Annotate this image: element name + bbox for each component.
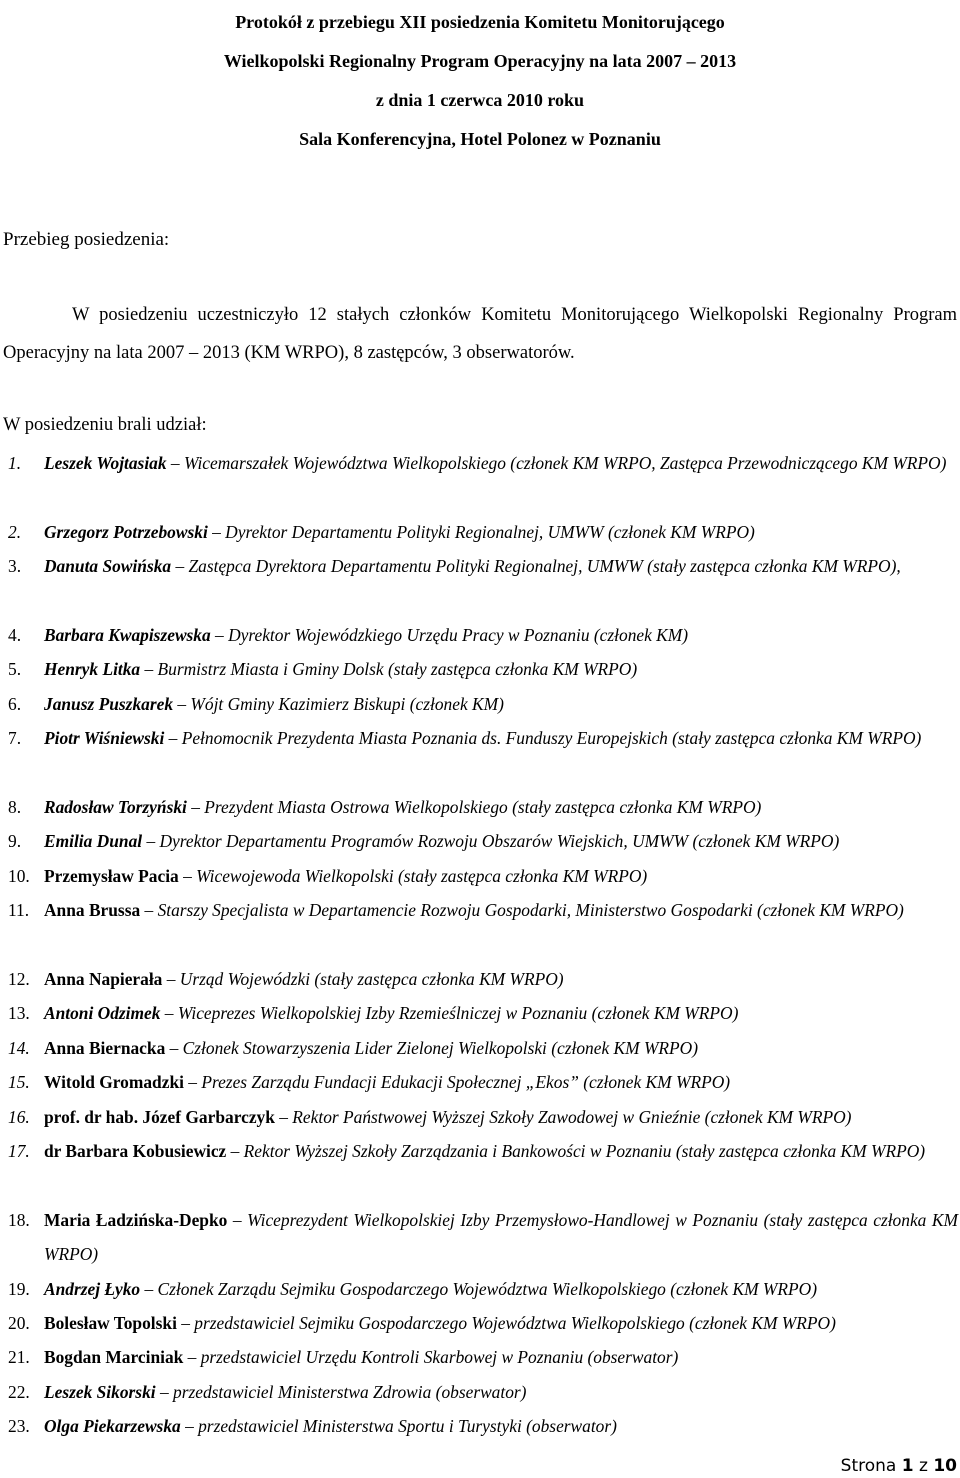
participant-name: Emilia Dunal bbox=[44, 831, 143, 852]
page-footer bbox=[841, 1455, 957, 1477]
participant-role: – przedstawiciel Ministerstwa Sportu i Turystyki (obserwator) bbox=[180, 1416, 617, 1437]
participant-role: – przedstawiciel Ministerstwa Zdrowia (obserwator) bbox=[155, 1381, 527, 1402]
participant-name: dr Barbara Kobusiewicz bbox=[44, 1141, 227, 1161]
participant-name: prof. dr hab. Józef Garbarczyk bbox=[44, 1106, 275, 1127]
participant-text bbox=[44, 859, 958, 893]
participant-number: 16. bbox=[8, 1106, 30, 1127]
participant-role: – Starszy Specjalista w Departamencie Rozwoju Gospodarki, Ministerstwo Gospodarki (członek KM WRPO) bbox=[140, 900, 904, 921]
participant-name: Przemysław Pacia bbox=[44, 865, 179, 886]
participant-text bbox=[44, 893, 958, 927]
participant-name: Antoni Odzimek bbox=[44, 1003, 161, 1024]
participant-name: Witold Gromadzki bbox=[44, 1072, 184, 1093]
participant-role: – Wiceprezydent Wielkopolskiej Izby Przemysłowo-Handlowej w Poznaniu (stały zastępca członka KM WRPO) bbox=[44, 1209, 958, 1264]
participant-text bbox=[44, 1100, 958, 1134]
participant-number: 23. bbox=[8, 1416, 30, 1437]
participant-name: Bolesław Topolski bbox=[44, 1313, 177, 1333]
participant-number: 1. bbox=[8, 453, 22, 473]
page-current: 1 bbox=[901, 1456, 914, 1476]
participant-text bbox=[44, 996, 958, 1030]
participant-name: Grzegorz Potrzebowski bbox=[44, 521, 208, 542]
participant-role: – Zastępca Dyrektora Departamentu Polityki Regionalnej, UMWW (stały zastępca członka KM WRPO), bbox=[171, 556, 901, 577]
participant-name: Piotr Wiśniewski bbox=[44, 728, 165, 749]
participant-text bbox=[44, 652, 958, 686]
participant-text bbox=[44, 549, 958, 583]
title-line-3: z dnia 1 czerwca 2010 roku bbox=[375, 90, 585, 110]
participant-text bbox=[44, 1375, 958, 1409]
participant-role: – przedstawiciel Sejmiku Gospodarczego Województwa Wielkopolskiego (członek KM WRPO) bbox=[176, 1313, 836, 1333]
participant-text bbox=[44, 721, 958, 755]
section-heading: Przebieg posiedzenia: bbox=[3, 229, 170, 250]
participant-name: Maria Ładzińska-Depko bbox=[44, 1209, 228, 1230]
page-total: 10 bbox=[933, 1456, 957, 1476]
participant-role: – Prezydent Miasta Ostrowa Wielkopolskiego (stały zastępca członka KM WRPO) bbox=[186, 797, 762, 817]
participant-text bbox=[44, 618, 958, 652]
participant-text bbox=[44, 1065, 958, 1099]
participant-number: 14. bbox=[8, 1037, 30, 1058]
participant-name: Anna Biernacka bbox=[44, 1037, 166, 1058]
participant-role: – Rektor Państwowej Wyższej Szkoły Zawodowej w Gnieźnie (członek KM WRPO) bbox=[274, 1106, 852, 1127]
participant-role: – Członek Zarządu Sejmiku Gospodarczego Województwa Wielkopolskiego (członek KM WRPO) bbox=[140, 1278, 817, 1299]
participant-role: – Wicewojewoda Wielkopolski (stały zastępca członka KM WRPO) bbox=[178, 865, 648, 886]
participant-number: 11. bbox=[8, 900, 30, 921]
participant-text bbox=[44, 1134, 958, 1168]
participant-text bbox=[44, 962, 958, 996]
participant-number: 9. bbox=[8, 831, 22, 852]
participant-role: – Wicemarszałek Województwa Wielkopolskiego (członek KM WRPO, Zastępca Przewodniczącego KM WRPO) bbox=[166, 453, 947, 473]
participant-name: Barbara Kwapiszewska bbox=[44, 625, 211, 645]
participant-text bbox=[44, 687, 958, 721]
intro-paragraph bbox=[3, 296, 957, 372]
participant-number: 13. bbox=[8, 1003, 30, 1024]
participant-number: 2. bbox=[8, 521, 22, 542]
participant-text bbox=[44, 790, 958, 824]
participant-text bbox=[44, 1340, 958, 1374]
intro-text: W posiedzeniu uczestniczyło 12 stałych członków Komitetu Monitorującego Wielkopolski Regionalny Program Operacyjny na lata 2007 – 2013 (KM WRPO), 8 zastępców, 3 obserwatorów. bbox=[3, 305, 957, 363]
title-line-1: Protokół z przebiegu XII posiedzenia Komitetu Monitorującego bbox=[235, 12, 725, 32]
page-label: Strona bbox=[840, 1456, 897, 1476]
participant-name: Leszek Wojtasiak bbox=[44, 453, 167, 473]
participant-role: – Dyrektor Wojewódzkiego Urzędu Pracy w Poznaniu (członek KM) bbox=[210, 625, 689, 645]
participant-name: Danuta Sowińska bbox=[44, 556, 172, 577]
participant-number: 5. bbox=[8, 659, 22, 680]
participant-text bbox=[44, 446, 958, 480]
participant-name: Olga Piekarzewska bbox=[44, 1416, 181, 1437]
participant-name: Janusz Puszkarek bbox=[44, 693, 174, 714]
participant-role: – Rektor Wyższej Szkoły Zarządzania i Bankowości w Poznaniu (stały zastępca członka KM WRPO) bbox=[226, 1141, 926, 1161]
participant-number: 21. bbox=[8, 1347, 30, 1368]
participant-number: 17. bbox=[8, 1141, 30, 1161]
participant-number: 12. bbox=[8, 969, 30, 989]
participant-text bbox=[44, 1031, 958, 1065]
participant-text bbox=[44, 824, 958, 858]
participant-number: 7. bbox=[8, 728, 22, 749]
participant-number: 19. bbox=[8, 1278, 30, 1299]
participant-role: – Wiceprezes Wielkopolskiej Izby Rzemieślniczej w Poznaniu (członek KM WRPO) bbox=[160, 1003, 739, 1024]
participant-role: – Dyrektor Departamentu Polityki Regionalnej, UMWW (członek KM WRPO) bbox=[207, 521, 755, 542]
participant-number: 3. bbox=[8, 556, 22, 577]
participant-name: Bogdan Marciniak bbox=[44, 1347, 184, 1368]
page-separator: z bbox=[918, 1456, 928, 1476]
participant-role: – Wójt Gminy Kazimierz Biskupi (członek KM) bbox=[173, 693, 504, 714]
participant-name: Anna Brussa bbox=[44, 900, 141, 921]
participant-role: – Prezes Zarządu Fundacji Edukacji Społecznej „Ekos” (członek KM WRPO) bbox=[183, 1072, 731, 1093]
participant-number: 15. bbox=[8, 1072, 30, 1093]
participant-name: Radosław Torzyński bbox=[44, 797, 187, 817]
participant-role: – Pełnomocnik Prezydenta Miasta Poznania ds. Funduszy Europejskich (stały zastępca członka KM WRPO) bbox=[164, 728, 922, 749]
participant-name: Anna Napierała bbox=[44, 969, 163, 989]
participant-number: 8. bbox=[8, 797, 22, 817]
participant-role: – Dyrektor Departamentu Programów Rozwoju Obszarów Wiejskich, UMWW (członek KM WRPO) bbox=[142, 831, 840, 852]
participant-role: – przedstawiciel Urzędu Kontroli Skarbowej w Poznaniu (obserwator) bbox=[183, 1347, 679, 1368]
participant-text bbox=[44, 1409, 958, 1443]
participant-role: – Burmistrz Miasta i Gminy Dolsk (stały zastępca członka KM WRPO) bbox=[140, 659, 638, 680]
participant-text bbox=[44, 1306, 958, 1340]
participant-name: Leszek Sikorski bbox=[44, 1381, 156, 1402]
participant-number: 18. bbox=[8, 1209, 30, 1230]
participant-number: 22. bbox=[8, 1381, 30, 1402]
title-line-2: Wielkopolski Regionalny Program Operacyjny na lata 2007 – 2013 bbox=[223, 51, 737, 71]
participant-text bbox=[44, 1272, 958, 1306]
participant-text bbox=[44, 515, 958, 549]
participant-number: 20. bbox=[8, 1313, 30, 1333]
participant-role: – Członek Stowarzyszenia Lider Zielonej Wielkopolski (członek KM WRPO) bbox=[165, 1037, 699, 1058]
title-line-4: Sala Konferencyjna, Hotel Polonez w Poznaniu bbox=[299, 129, 661, 149]
participant-role: – Urząd Wojewódzki (stały zastępca członka KM WRPO) bbox=[162, 969, 564, 989]
participants-heading: W posiedzeniu brali udział: bbox=[3, 415, 207, 435]
document-title bbox=[0, 3, 960, 159]
participant-number: 6. bbox=[8, 693, 22, 714]
participant-name: Andrzej Łyko bbox=[44, 1278, 141, 1299]
participant-number: 10. bbox=[8, 865, 30, 886]
participant-name: Henryk Litka bbox=[44, 659, 141, 680]
participant-text bbox=[44, 1203, 958, 1271]
participant-number: 4. bbox=[8, 625, 22, 645]
